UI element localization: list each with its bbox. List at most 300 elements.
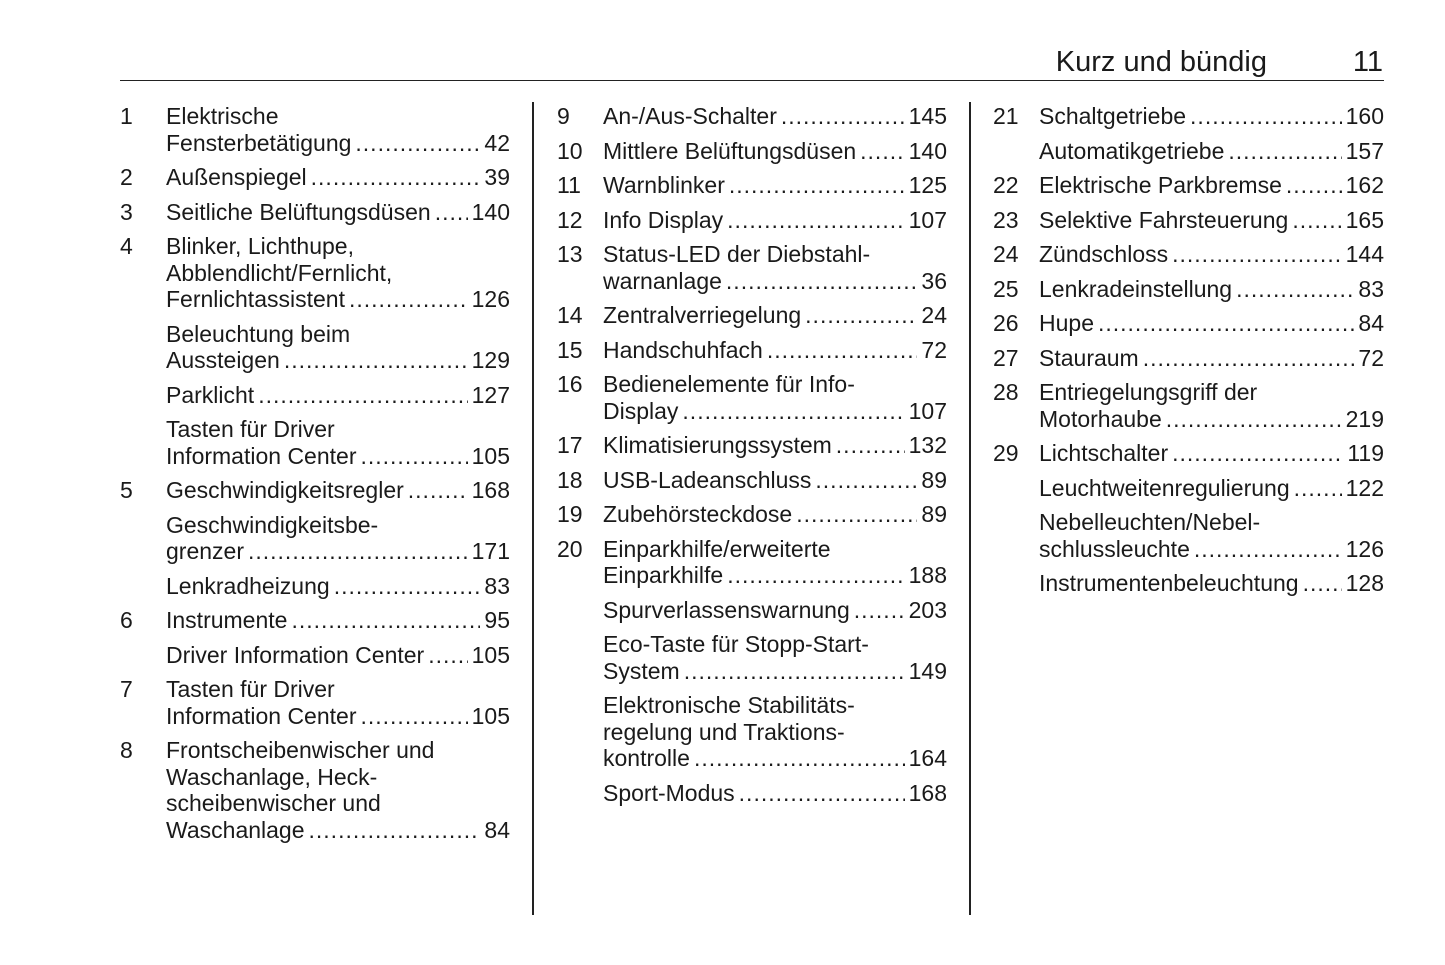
- page-ref: 36: [921, 267, 947, 294]
- entry-label: Seitliche Belüftungsdüsen: [166, 198, 431, 225]
- entry-label: Instrumentenbeleuchtung: [1039, 570, 1299, 596]
- entry-number: 10: [557, 137, 583, 164]
- dot-leader: [1194, 536, 1342, 563]
- leader-line: [166, 703, 510, 730]
- column-divider: [969, 102, 971, 915]
- header-rule: [120, 80, 1384, 81]
- index-entry: [557, 337, 947, 364]
- entry-line: [120, 573, 510, 600]
- index-entry: [993, 103, 1384, 164]
- dot-leader: [291, 607, 480, 634]
- entry-label: Aussteigen: [166, 347, 280, 373]
- entry-label: Stauraum: [1039, 344, 1139, 371]
- leader-line: [166, 573, 510, 600]
- leader-line: [166, 642, 510, 669]
- entry-line: [557, 597, 947, 624]
- entry-line: [557, 302, 947, 329]
- index-entry: [557, 103, 947, 130]
- entry-line: [120, 703, 510, 730]
- entry-label: Handschuhfach: [603, 336, 763, 363]
- index-entry: [993, 276, 1384, 303]
- entry-number: 20: [557, 535, 583, 562]
- page-ref: 84: [484, 816, 510, 843]
- entry-text: Waschanlage, Heck-: [166, 763, 378, 790]
- index-entry: [993, 241, 1384, 268]
- entry-line: [120, 130, 510, 157]
- entry-text: Tasten für Driver: [166, 416, 335, 442]
- entry-line: [557, 268, 947, 295]
- entry-number: 1: [120, 103, 133, 129]
- entry-text: Abblendlicht/Fernlicht,: [166, 259, 393, 286]
- page-ref: 168: [908, 779, 947, 806]
- entry-label: Selektive Fahrsteuerung: [1039, 206, 1289, 233]
- entry-number: 17: [557, 432, 583, 458]
- dot-leader: [727, 207, 904, 234]
- leader-line: [603, 658, 947, 685]
- dot-leader: [1190, 103, 1342, 130]
- entry-number: 15: [557, 336, 583, 363]
- entry-text: Tasten für Driver: [166, 676, 335, 702]
- sub-entry: [120, 512, 510, 565]
- entry-number: 22: [993, 172, 1019, 198]
- entry-line: [120, 233, 510, 260]
- leader-line: [603, 337, 947, 364]
- entry-label: schlussleuchte: [1039, 535, 1190, 562]
- sub-entry: [557, 780, 947, 807]
- dot-leader: [815, 467, 917, 494]
- page-ref: 42: [484, 129, 510, 156]
- leader-line: [1039, 241, 1384, 268]
- entry-line: [557, 103, 947, 130]
- entry-label: Geschwindigkeitsregler: [166, 477, 404, 503]
- entry-label: Warnblinker: [603, 172, 725, 198]
- page-ref: 157: [1345, 137, 1384, 164]
- leader-line: [603, 207, 947, 234]
- index-entry: [557, 432, 947, 459]
- dot-leader: [796, 501, 917, 528]
- index-entry: [993, 310, 1384, 337]
- page-ref: 171: [471, 538, 510, 564]
- entry-line: [993, 570, 1384, 597]
- index-entry: [120, 737, 510, 843]
- entry-line: [120, 676, 510, 703]
- dot-leader: [1292, 207, 1341, 234]
- entry-text: Bedienelemente für Info-: [603, 371, 855, 397]
- dot-leader: [729, 172, 905, 199]
- sub-entry: [993, 570, 1384, 597]
- index-entry: [557, 138, 947, 165]
- entry-text: Elektronische Stabilitäts-: [603, 692, 855, 718]
- dot-leader: [767, 337, 918, 364]
- index-column: [557, 103, 947, 814]
- page-ref: 39: [484, 164, 510, 190]
- entry-line: [557, 631, 947, 658]
- page-ref: 168: [471, 477, 510, 503]
- entry-label: Zubehörsteckdose: [603, 501, 793, 527]
- entry-label: Display: [603, 397, 679, 424]
- entry-number: 4: [120, 233, 133, 259]
- entry-text: scheibenwischer und: [166, 790, 381, 816]
- entry-number: 3: [120, 198, 133, 225]
- entry-label: System: [603, 657, 680, 684]
- index-entry: [557, 172, 947, 199]
- page-ref: 89: [921, 466, 947, 493]
- entry-line: [120, 737, 510, 764]
- dot-leader: [1303, 570, 1342, 597]
- leader-line: [603, 268, 947, 295]
- entry-label: Zentralverriegelung: [603, 302, 802, 328]
- leader-line: [603, 501, 947, 528]
- leader-line: [166, 286, 510, 313]
- leader-line: [603, 172, 947, 199]
- leader-line: [603, 398, 947, 425]
- entry-number: 9: [557, 103, 570, 129]
- entry-line: [557, 138, 947, 165]
- entry-label: Leuchtweitenregulierung: [1039, 474, 1290, 501]
- leader-line: [603, 745, 947, 772]
- entry-line: [557, 780, 947, 807]
- entry-number: 26: [993, 310, 1019, 336]
- leader-line: [166, 817, 510, 844]
- sub-entry: [557, 692, 947, 772]
- entry-line: [557, 501, 947, 528]
- entry-text: Beleuchtung beim: [166, 320, 351, 347]
- entry-number: 6: [120, 607, 133, 633]
- page-ref: 164: [908, 745, 947, 771]
- entry-label: Fensterbetätigung: [166, 129, 352, 156]
- page-ref: 188: [908, 562, 947, 588]
- entry-label: grenzer: [166, 538, 244, 564]
- entry-line: [557, 692, 947, 719]
- index-entry: [120, 233, 510, 469]
- dot-leader: [1172, 241, 1342, 268]
- dot-leader: [854, 597, 905, 624]
- sub-entry: [120, 642, 510, 669]
- index-entry: [993, 345, 1384, 372]
- page-ref: 149: [908, 657, 947, 684]
- dot-leader: [805, 302, 917, 329]
- entry-line: [120, 538, 510, 565]
- dot-leader: [1098, 310, 1354, 337]
- leader-line: [603, 467, 947, 494]
- leader-line: [1039, 207, 1384, 234]
- dot-leader: [739, 780, 905, 807]
- entry-line: [557, 207, 947, 234]
- entry-line: [120, 199, 510, 226]
- entry-label: Einparkhilfe: [603, 562, 724, 588]
- index-entry: [993, 379, 1384, 432]
- entry-line: [557, 432, 947, 459]
- page-ref: 132: [908, 432, 947, 458]
- dot-leader: [309, 817, 481, 844]
- page-ref: 140: [908, 137, 947, 164]
- entry-text: Blinker, Lichthupe,: [166, 233, 354, 259]
- dot-leader: [836, 432, 905, 459]
- leader-line: [1039, 345, 1384, 372]
- page-ref: 125: [908, 172, 947, 198]
- entry-label: Zündschloss: [1039, 241, 1169, 267]
- index-column: [993, 103, 1384, 605]
- entry-number: 29: [993, 440, 1019, 466]
- entry-line: [120, 164, 510, 191]
- index-entry: [993, 207, 1384, 234]
- column-divider: [532, 102, 534, 915]
- entry-text: Nebelleuchten/Nebel-: [1039, 509, 1261, 535]
- page-ref: 126: [471, 286, 510, 312]
- dot-leader: [781, 103, 905, 130]
- index-entry: [557, 302, 947, 329]
- leader-line: [603, 562, 947, 589]
- index-entry: [993, 172, 1384, 199]
- entry-line: [120, 477, 510, 504]
- index-entry: [557, 241, 947, 294]
- leader-line: [603, 302, 947, 329]
- leader-line: [1039, 536, 1384, 563]
- page-ref: 165: [1345, 206, 1384, 233]
- leader-line: [166, 164, 510, 191]
- entry-line: [993, 103, 1384, 130]
- index-entry: [120, 477, 510, 599]
- leader-line: [166, 382, 510, 409]
- entry-line: [120, 347, 510, 374]
- page-ref: 83: [1358, 275, 1384, 302]
- index-entry: [120, 164, 510, 191]
- entry-line: [120, 790, 510, 817]
- page-ref: 83: [484, 572, 510, 599]
- entry-line: [557, 371, 947, 398]
- sub-entry: [120, 573, 510, 600]
- entry-text: Geschwindigkeitsbe-: [166, 511, 379, 538]
- sub-entry: [993, 475, 1384, 502]
- entry-line: [120, 321, 510, 348]
- page-ref: 95: [484, 607, 510, 633]
- leader-line: [166, 199, 510, 226]
- entry-number: 16: [557, 371, 583, 397]
- sub-entry: [120, 382, 510, 409]
- entry-number: 11: [557, 172, 581, 198]
- index-entry: [120, 103, 510, 156]
- sub-entry: [993, 509, 1384, 562]
- index-entry: [120, 199, 510, 226]
- entry-text: Eco-Taste für Stopp-Start-: [603, 631, 869, 657]
- leader-line: [166, 477, 510, 504]
- index-entry: [557, 501, 947, 528]
- page-ref: 72: [1358, 344, 1384, 371]
- entry-number: 14: [557, 302, 583, 328]
- dot-leader: [248, 538, 468, 565]
- entry-text: Status-LED der Diebstahl-: [603, 241, 871, 267]
- entry-number: 12: [557, 206, 583, 233]
- dot-leader: [428, 642, 467, 669]
- entry-line: [993, 379, 1384, 406]
- index-entry: [993, 440, 1384, 597]
- sub-entry: [120, 416, 510, 469]
- entry-text: regelung und Traktions-: [603, 718, 845, 745]
- dot-leader: [258, 382, 467, 409]
- entry-line: [993, 241, 1384, 268]
- entry-text: Einparkhilfe/erweiterte: [603, 535, 831, 562]
- entry-text: Elektrische: [166, 103, 279, 129]
- entry-label: Information Center: [166, 702, 357, 729]
- leader-line: [166, 443, 510, 470]
- leader-line: [1039, 172, 1384, 199]
- leader-line: [1039, 440, 1384, 467]
- entry-line: [557, 562, 947, 589]
- leader-line: [603, 138, 947, 165]
- page-ref: 84: [1358, 310, 1384, 336]
- dot-leader: [408, 477, 468, 504]
- entry-line: [557, 745, 947, 772]
- entry-line: [557, 337, 947, 364]
- entry-line: [120, 607, 510, 634]
- leader-line: [1039, 406, 1384, 433]
- entry-line: [120, 642, 510, 669]
- page-ref: 160: [1345, 103, 1384, 129]
- entry-line: [120, 764, 510, 791]
- entry-number: 18: [557, 466, 583, 493]
- entry-label: Automatikgetriebe: [1039, 137, 1225, 164]
- entry-line: [993, 172, 1384, 199]
- entry-label: Lenkradheizung: [166, 572, 330, 599]
- dot-leader: [726, 268, 917, 295]
- dot-leader: [360, 443, 467, 470]
- entry-label: Motorhaube: [1039, 405, 1162, 432]
- index-entry: [557, 467, 947, 494]
- sub-entry: [557, 631, 947, 684]
- entry-number: 28: [993, 379, 1019, 405]
- entry-line: [993, 345, 1384, 372]
- entry-label: Info Display: [603, 206, 724, 233]
- dot-leader: [1286, 172, 1342, 199]
- entry-number: 23: [993, 206, 1019, 233]
- entry-line: [120, 817, 510, 844]
- page-ref: 128: [1345, 570, 1384, 596]
- entry-label: Elektrische Parkbremse: [1039, 172, 1282, 198]
- entry-line: [993, 138, 1384, 165]
- entry-number: 13: [557, 241, 583, 267]
- index-entry: [120, 676, 510, 729]
- dot-leader: [435, 199, 468, 226]
- entry-line: [557, 467, 947, 494]
- page-ref: 107: [908, 206, 947, 233]
- dot-leader: [1294, 475, 1342, 502]
- dot-leader: [694, 745, 905, 772]
- entry-label: Außenspiegel: [166, 164, 307, 190]
- sub-entry: [993, 138, 1384, 165]
- leader-line: [1039, 138, 1384, 165]
- leader-line: [166, 130, 510, 157]
- dot-leader: [311, 164, 481, 191]
- entry-number: 27: [993, 344, 1019, 371]
- page-number: 11: [1352, 46, 1383, 78]
- page-ref: 129: [471, 347, 510, 373]
- index-entry: [557, 371, 947, 424]
- entry-label: Schaltgetriebe: [1039, 103, 1187, 129]
- page-ref: 144: [1345, 241, 1384, 267]
- index-entry: [557, 207, 947, 234]
- entry-line: [557, 172, 947, 199]
- entry-number: 19: [557, 501, 583, 527]
- page-title: Kurz und bündig: [1055, 46, 1267, 78]
- entry-label: Klimatisierungssystem: [603, 432, 832, 458]
- entry-line: [557, 658, 947, 685]
- entry-number: 2: [120, 164, 133, 190]
- entry-text: Entriegelungsgriff der: [1039, 379, 1258, 405]
- page-ref: 203: [908, 596, 947, 623]
- page-ref: 119: [1347, 440, 1384, 466]
- page-ref: 105: [471, 442, 510, 469]
- entry-label: Mittlere Belüftungsdüsen: [603, 137, 857, 164]
- page-ref: 89: [921, 501, 947, 527]
- page-ref: 105: [471, 702, 510, 729]
- dot-leader: [682, 398, 904, 425]
- entry-label: Parklicht: [166, 381, 255, 408]
- leader-line: [603, 597, 947, 624]
- leader-line: [166, 607, 510, 634]
- page-ref: 122: [1345, 474, 1384, 501]
- entry-line: [120, 512, 510, 539]
- leader-line: [603, 103, 947, 130]
- entry-line: [120, 382, 510, 409]
- entry-line: [993, 509, 1384, 536]
- entry-number: 21: [993, 103, 1019, 129]
- leader-line: [166, 538, 510, 565]
- entry-label: Hupe: [1039, 310, 1094, 336]
- entry-label: Spurverlassenswarnung: [603, 596, 850, 623]
- dot-leader: [284, 347, 468, 374]
- page-ref: 24: [921, 302, 947, 328]
- leader-line: [1039, 103, 1384, 130]
- entry-line: [557, 719, 947, 746]
- entry-label: Sport-Modus: [603, 779, 735, 806]
- entry-label: Lichtschalter: [1039, 440, 1169, 466]
- page-ref: 126: [1345, 535, 1384, 562]
- page-ref: 145: [908, 103, 947, 129]
- dot-leader: [1228, 138, 1341, 165]
- sub-entry: [120, 321, 510, 374]
- page-ref: 72: [921, 336, 947, 363]
- leader-line: [166, 347, 510, 374]
- entry-line: [120, 103, 510, 130]
- dot-leader: [334, 573, 481, 600]
- dot-leader: [355, 130, 480, 157]
- entry-label: Lenkradeinstellung: [1039, 275, 1233, 302]
- entry-number: 24: [993, 241, 1019, 267]
- entry-label: Driver Information Center: [166, 641, 425, 668]
- entry-line: [993, 207, 1384, 234]
- dot-leader: [727, 562, 904, 589]
- entry-text: Frontscheibenwischer und: [166, 737, 435, 763]
- entry-label: Information Center: [166, 442, 357, 469]
- page-ref: 162: [1345, 172, 1384, 198]
- entry-label: USB-Ladeanschluss: [603, 466, 812, 493]
- entry-label: kontrolle: [603, 745, 690, 771]
- page-ref: 127: [471, 381, 510, 408]
- dot-leader: [1236, 276, 1354, 303]
- dot-leader: [1143, 345, 1355, 372]
- page-ref: 219: [1345, 405, 1384, 432]
- page-ref: 107: [908, 397, 947, 424]
- leader-line: [603, 432, 947, 459]
- entry-line: [557, 536, 947, 563]
- entry-line: [993, 536, 1384, 563]
- entry-line: [120, 286, 510, 313]
- entry-line: [120, 443, 510, 470]
- page-ref: 105: [471, 641, 510, 668]
- dot-leader: [684, 658, 905, 685]
- entry-line: [557, 398, 947, 425]
- entry-number: 5: [120, 477, 133, 503]
